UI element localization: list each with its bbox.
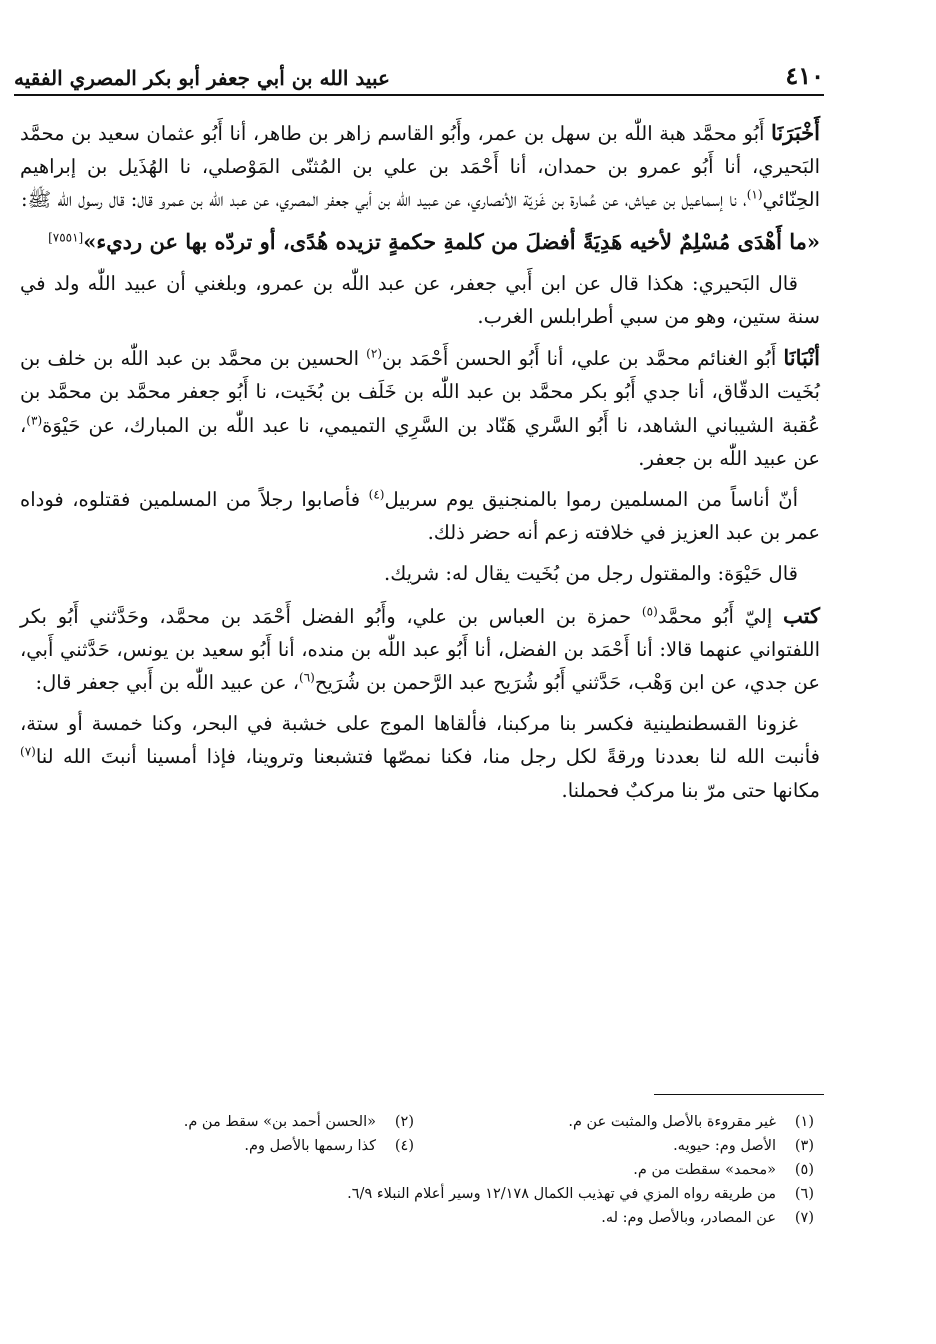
paragraph-text: أَبُو محمَّد هبة اللّٰه بن سهل بن عمر، وأَبُو القاسم زاهر بن طاهر، أنا أَبُو عثمان سعيد بن محمَّد البَحيري، أنا أَبُو عمرو بن حمدان، أنا أَحْمَد بن علي بن المُثنّى المَوْصلي، نا الهُذَيل بن إبراهيم الحِنّائي — [20, 122, 820, 212]
paragraph-text: حمزة بن العباس بن علي، وأَبُو الفضل أَحْمَد بن محمَّد، وحَدَّثني أَبُو بكر اللفتواني عنهما قالا: أنا أَحْمَد بن الفضل، أنا أَبُو عبد اللّٰه بن منده، أنا أَبُو سعيد بن يونس، حَدَّثني أَبي، عن جدي، عن ابن وَهْب، حَدَّثني أَبُو شُرَيح عبد الرَّحمن بن شُرَيح — [20, 604, 820, 695]
paragraph-text: قال حَيْوَة: والمقتول رجل من بُخَيت يقال له: شريك. — [384, 562, 798, 586]
paragraph-text: مكانها حتى مرّ بنا مركبٌ فحملنا. — [561, 778, 820, 802]
footnote-row — [20, 1110, 820, 1134]
footnote-6 — [20, 1182, 820, 1206]
footnote-number: (٥) — [794, 1162, 814, 1178]
paragraph-text: أَبُو الغنائم محمَّد بن علي، أنا أَبُو الحسن أَحْمَد بن — [382, 347, 784, 371]
footnote-marker: (٥) — [641, 604, 658, 619]
footnote-marker: (٢) — [366, 346, 382, 361]
footnote-1 — [420, 1110, 820, 1134]
running-title: عبيد الله بن أبي جعفر أبو بكر المصري الفقيه — [14, 66, 390, 90]
footnote-row — [20, 1134, 820, 1158]
paragraph-report — [20, 483, 820, 549]
footnote-divider — [654, 1094, 824, 1095]
paragraph-text: غزونا القسطنطينية فكسر بنا مركبنا، فألقاها الموج على خشبة في البحر، وكنا خمسة أو ستة، فأنبت الله لنا بعددنا ورقةً لكل رجل منا، فكنا نمصّها فتشبعنا وتروينا، فإذا أمسينا أنبتَ الله لنا — [20, 712, 820, 769]
footnote-number: (٣) — [794, 1138, 814, 1154]
footnote-row — [20, 1182, 820, 1206]
footnote-marker: (٧) — [20, 744, 36, 759]
footnote-7 — [20, 1206, 820, 1230]
paragraph-commentary — [20, 267, 820, 333]
footnote-2 — [20, 1110, 420, 1134]
footnote-row — [20, 1158, 820, 1182]
footnote-marker: (٤) — [368, 487, 385, 502]
transmission-term: كتب — [783, 602, 820, 628]
paragraph-text: ، عن عبيد اللّٰه بن أَبي جعفر قال: — [35, 671, 300, 695]
footnote-text: من طريقه رواه المزي في تهذيب الكمال ١٢/١٧٨ وسير أعلام النبلاء ٦/٩. — [347, 1186, 776, 1202]
footnote-marker: (٣) — [26, 413, 43, 428]
paragraph-text: الحسين بن محمَّد بن عبد اللّٰه بن خلف بن بُخَيت الدقّاق، أنا جدي أَبُو بكر محمَّد بن عبد اللّٰه بن خَلَف بن بُخَيت، نا أَبُو جعفر محمَّد بن محمَّد بن عُقبة الشيباني الشاهد، نا أَبُو السَّري هَنّاد بن السَّرِي التميمي، نا عبد اللّٰه بن المبارك، عن حَيْوَة — [20, 347, 820, 437]
footnote-marker: (٦) — [299, 670, 315, 685]
paragraph-text: ، نا إسماعيل بن عياش، عن عُمارة بن غَزيّة الأنصاري، عن عبيد اللّٰه بن أبي جعفر المصري، عن عبد اللّٰه بن عمرو قال: قال رسول اللّٰه ﷺ: — [21, 188, 747, 212]
page-number: ٤١٠ — [785, 61, 824, 90]
page-header — [14, 56, 824, 96]
hadith-text: «ما أَهْدَى مُسْلِمٌ لأخيه هَدِيَةً أفضلَ من كلمةِ حكمةٍ تزيده هُدًى، أو تردّه بها عن رديء» — [83, 228, 820, 254]
footnote-text: «محمد» سقطت من م. — [633, 1162, 776, 1178]
footnote-number: (٢) — [394, 1114, 414, 1130]
footnote-text: كذا رسمها بالأصل وم. — [244, 1138, 376, 1154]
footnote-text: عن المصادر، وبالأصل وم: له. — [601, 1210, 776, 1226]
main-text — [20, 116, 820, 815]
hadith-reference-number: [٧٥٥١] — [48, 230, 84, 245]
transmission-term: أنْبَانَا — [783, 345, 821, 371]
paragraph-text: قال البَحيري: هكذا قال عن ابن أَبي جعفر، عن عبد اللّٰه بن عمرو، وبلغني أن عبيد اللّٰه ولد في سنة ستين، وهو من سبي أطرابلس الغرب. — [20, 271, 820, 329]
paragraph-text: إليّ أَبُو محمَّد — [657, 604, 784, 628]
footnote-row — [20, 1206, 820, 1230]
paragraph-hadith — [20, 225, 820, 259]
transmission-term: أَخْبَرَنَا — [771, 120, 820, 145]
footnote-number: (١) — [794, 1114, 814, 1130]
footnote-marker: (١) — [746, 187, 763, 202]
footnote-number: (٧) — [794, 1210, 814, 1226]
footnote-5 — [20, 1158, 820, 1182]
paragraph-narrative — [20, 707, 820, 807]
paragraph-text: ، عن عبيد اللّٰه بن جعفر. — [20, 413, 820, 470]
footnote-3 — [420, 1134, 820, 1158]
paragraph-text: فأصابوا رجلاً من المسلمين فقتلوه، فوداه عمر بن عبد العزيز في خلافته زعم أنه حضر ذلك. — [20, 488, 820, 545]
footnote-text: «الحسن أحمد بن» سقط من م. — [183, 1114, 376, 1130]
footnotes — [20, 1110, 820, 1230]
footnote-text: الأصل وم: حيويه. — [673, 1138, 776, 1154]
footnote-number: (٦) — [794, 1186, 814, 1202]
footnote-text: غير مقروءة بالأصل والمثبت عن م. — [568, 1114, 776, 1130]
paragraph-note — [20, 557, 820, 590]
footnote-number: (٤) — [394, 1138, 414, 1154]
paragraph-isnad-1 — [20, 116, 820, 217]
paragraph-isnad-3 — [20, 599, 820, 700]
footnote-4 — [20, 1134, 420, 1158]
paragraph-text: أنّ أناساً من المسلمين رموا بالمنجنيق يوم سربيل — [384, 488, 798, 512]
paragraph-isnad-2 — [20, 341, 820, 475]
